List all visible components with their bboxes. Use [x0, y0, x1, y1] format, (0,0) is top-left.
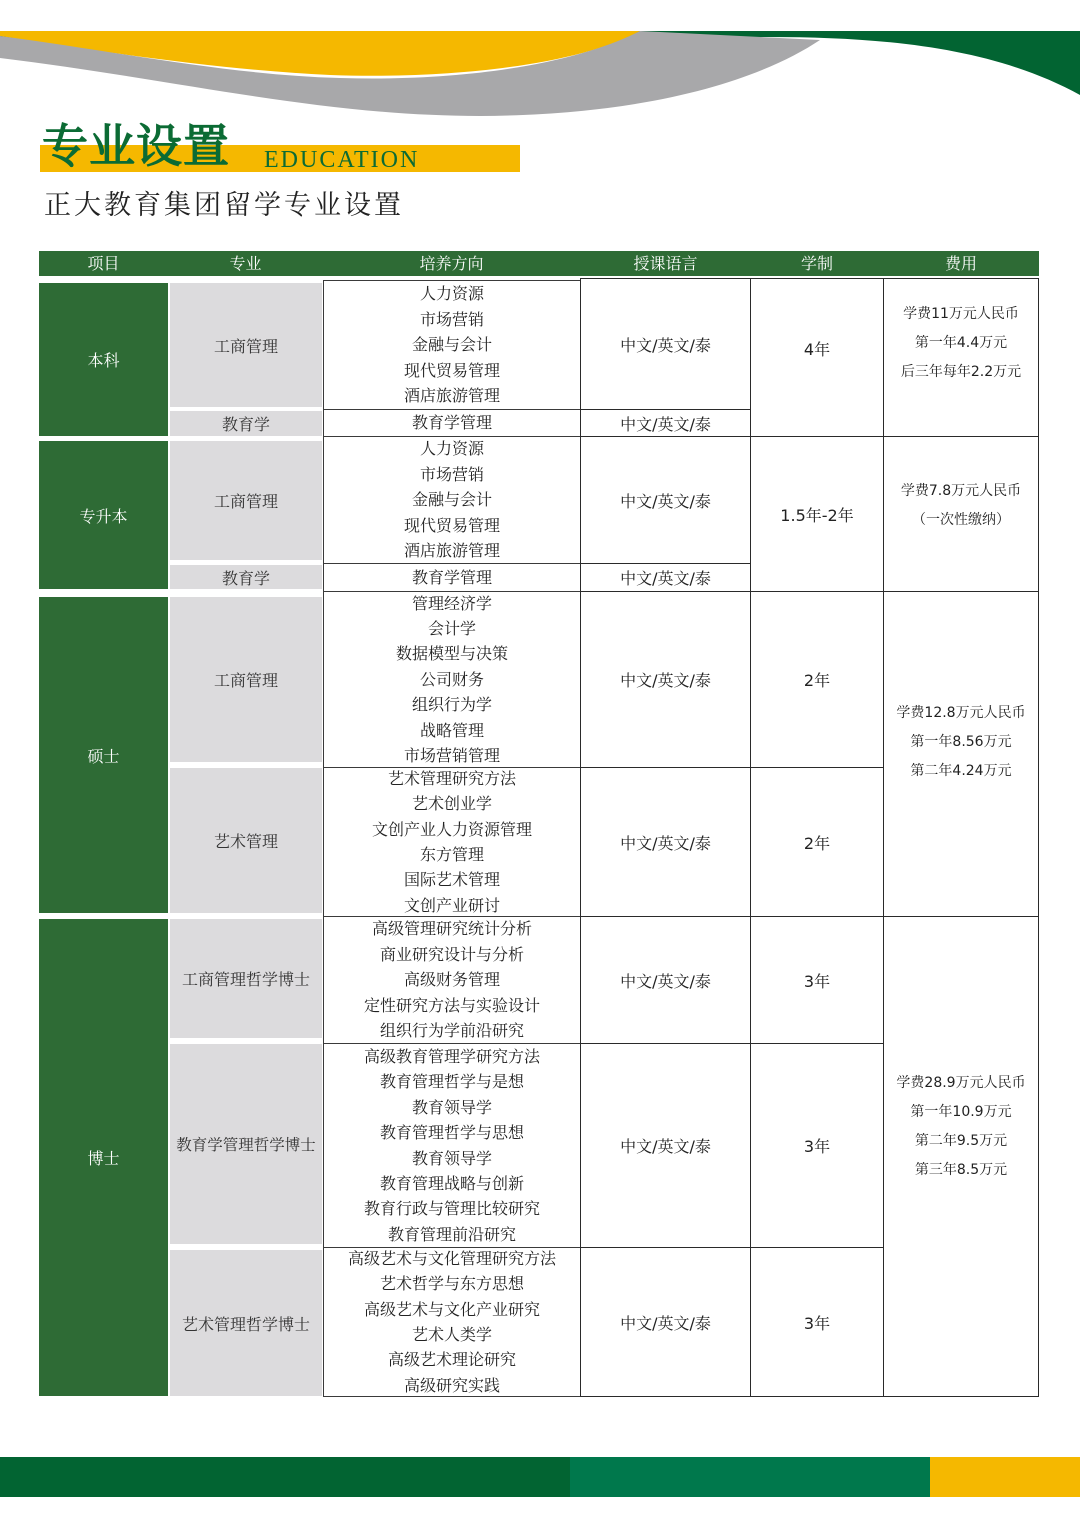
direction-item: 高级教育管理学研究方法: [363, 1046, 540, 1066]
direction-item: 艺术管理研究方法: [387, 768, 516, 788]
header-wave-banner: [0, 0, 1080, 130]
direction-item: 文创产业研讨: [403, 895, 500, 915]
direction-item: 高级艺术理论研究: [387, 1350, 516, 1370]
fee-line: 学费12.8万元人民币: [896, 704, 1026, 721]
major-cell: 教育学管理哲学博士: [170, 1044, 322, 1244]
column-header-major: 专业: [229, 254, 262, 273]
major-cell: 工商管理哲学博士: [170, 919, 322, 1038]
fee-cell: [883, 916, 1039, 1397]
column-header-fee: 费用: [944, 254, 977, 273]
direction-item: 组织行为学前沿研究: [379, 1021, 524, 1041]
level-cell-upgrade: 专升本: [39, 441, 168, 589]
direction-item: 教育领导学: [411, 1148, 492, 1168]
fee-line: 第二年9.5万元: [914, 1132, 1008, 1149]
direction-item: 管理经济学: [411, 593, 492, 613]
language-cell: 中文/英文/泰: [580, 1043, 751, 1248]
direction-item: 东方管理: [419, 845, 484, 864]
direction-item: 战略管理: [419, 720, 484, 740]
language-cell: 中文/英文/泰: [580, 767, 751, 917]
major-cell: 艺术管理哲学博士: [170, 1250, 322, 1396]
page-subtitle: 正大教育集团留学专业设置: [44, 190, 404, 221]
table-header: [39, 251, 1039, 276]
language-cell: 中文/英文/泰: [580, 409, 751, 437]
direction-item: 艺术哲学与东方思想: [379, 1274, 524, 1294]
direction-list: [323, 916, 581, 1044]
major-cell: 工商管理: [170, 283, 322, 407]
direction-item: 教育行政与管理比较研究: [363, 1199, 540, 1219]
direction-item: 教育领导学: [411, 1097, 492, 1117]
direction-item: 教育管理哲学与是想: [379, 1072, 524, 1092]
direction-item: 金融与会计: [411, 335, 492, 355]
duration-cell: 1.5年-2年: [750, 436, 884, 592]
direction-list: [323, 563, 581, 592]
direction-item: 高级艺术与文化管理研究方法: [347, 1248, 556, 1268]
fee-line: 学费7.8万元人民币: [900, 483, 1022, 499]
level-cell-master: 硕士: [39, 597, 168, 913]
footer-bar-dark-green: [0, 1457, 570, 1497]
direction-item: 教育学管理: [411, 567, 492, 587]
level-cell-doctor: 博士: [39, 919, 168, 1396]
direction-item: 高级管理研究统计分析: [371, 919, 532, 939]
column-header-level: 项目: [87, 254, 120, 273]
direction-item: 组织行为学: [411, 695, 492, 715]
direction-item: 国际艺术管理: [403, 870, 500, 890]
duration-cell: 2年: [750, 591, 884, 768]
direction-item: 艺术创业学: [411, 794, 492, 814]
language-cell: 中文/英文/泰: [580, 563, 751, 592]
column-header-duration: 学制: [800, 254, 833, 273]
fee-line: 第一年8.56万元: [910, 733, 1012, 750]
page-title: 专业设置: [42, 119, 230, 173]
direction-list: [323, 280, 581, 410]
language-cell: 中文/英文/泰: [580, 591, 751, 768]
footer-bar-green: [570, 1457, 930, 1497]
column-header-direction: 培养方向: [419, 254, 484, 273]
direction-item: 市场营销: [419, 464, 484, 484]
fee-line: （一次性缴纳）: [912, 512, 1010, 528]
footer-bar-yellow: [930, 1457, 1080, 1497]
direction-item: 公司财务: [419, 669, 484, 689]
duration-cell: 3年: [750, 1043, 884, 1248]
language-cell: 中文/英文/泰: [580, 916, 751, 1044]
fee-line: 第一年10.9万元: [910, 1103, 1012, 1120]
major-cell: 工商管理: [170, 441, 322, 560]
major-cell: 教育学: [170, 565, 322, 589]
direction-item: 文创产业人力资源管理: [371, 819, 532, 839]
page-title-english: EDUCATION: [264, 147, 420, 173]
direction-item: 教育管理战略与创新: [379, 1173, 524, 1193]
fee-line: 第一年4.4万元: [914, 335, 1008, 351]
direction-item: 教育学管理: [411, 413, 492, 433]
direction-list: [323, 436, 581, 564]
fee-cell: [883, 436, 1039, 592]
direction-item: 会计学: [427, 618, 476, 638]
fee-line: 后三年每年2.2万元: [900, 364, 1022, 380]
direction-item: 现代贸易管理: [403, 360, 500, 380]
fee-line: 学费11万元人民币: [903, 306, 1019, 322]
language-cell: 中文/英文/泰: [580, 278, 751, 410]
language-cell: 中文/英文/泰: [580, 1247, 751, 1397]
direction-item: 现代贸易管理: [403, 515, 500, 535]
column-header-language: 授课语言: [633, 254, 698, 273]
major-cell: 工商管理: [170, 597, 322, 762]
duration-cell: 4年: [750, 278, 884, 437]
direction-item: 教育管理哲学与思想: [379, 1123, 524, 1143]
direction-item: 金融与会计: [411, 490, 492, 510]
direction-item: 酒店旅游管理: [403, 541, 500, 561]
duration-cell: 2年: [750, 767, 884, 917]
major-cell: 教育学: [170, 411, 322, 436]
direction-item: 艺术人类学: [411, 1325, 492, 1344]
duration-cell: 3年: [750, 1247, 884, 1397]
direction-item: 市场营销管理: [403, 746, 500, 766]
direction-item: 人力资源: [419, 439, 484, 459]
direction-item: 人力资源: [419, 284, 484, 304]
direction-item: 数据模型与决策: [395, 644, 508, 664]
direction-item: 定性研究方法与实验设计: [363, 995, 540, 1015]
direction-item: 市场营销: [419, 309, 484, 329]
fee-line: 第三年8.5万元: [914, 1161, 1008, 1178]
duration-cell: 3年: [750, 916, 884, 1044]
level-cell-bachelor: 本科: [39, 283, 168, 436]
direction-item: 高级研究实践: [403, 1375, 500, 1395]
fee-line: 第二年4.24万元: [910, 762, 1012, 779]
direction-item: 商业研究设计与分析: [379, 944, 524, 964]
direction-list: [323, 409, 581, 437]
fee-cell: [883, 278, 1039, 437]
fee-line: 学费28.9万元人民币: [896, 1074, 1026, 1091]
direction-item: 酒店旅游管理: [403, 386, 500, 406]
direction-item: 高级艺术与文化产业研究: [363, 1299, 540, 1319]
direction-list: [323, 591, 581, 768]
language-cell: 中文/英文/泰: [580, 436, 751, 564]
direction-list: [323, 767, 581, 917]
direction-item: 高级财务管理: [403, 970, 500, 990]
direction-list: [323, 1247, 581, 1397]
direction-item: 教育管理前沿研究: [387, 1224, 516, 1244]
major-cell: 艺术管理: [170, 768, 322, 913]
fee-cell: [883, 591, 1039, 917]
direction-list: [323, 1043, 581, 1248]
